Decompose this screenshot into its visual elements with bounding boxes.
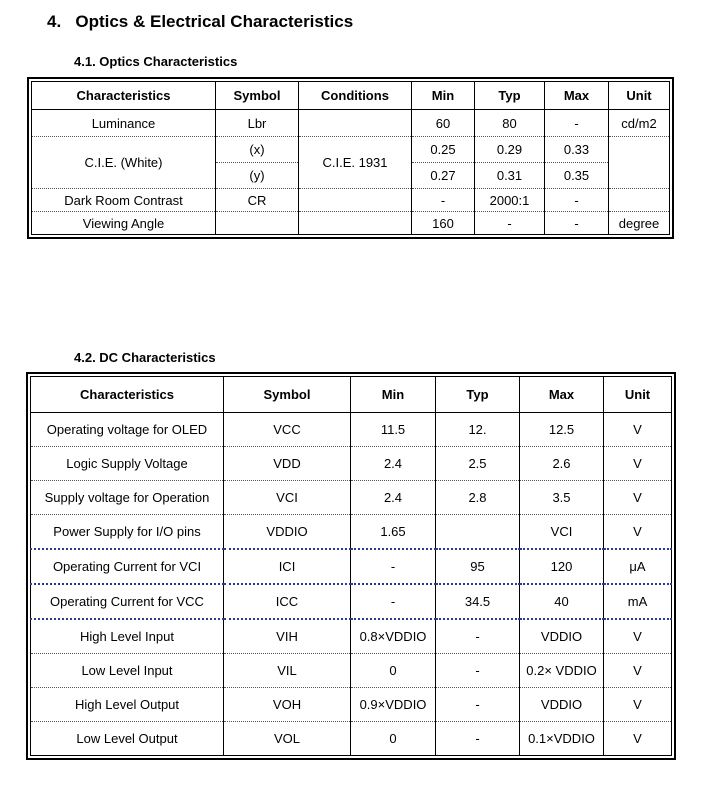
section-number: 4. — [47, 12, 62, 31]
cell-max: 40 — [520, 584, 604, 619]
cell-max: 12.5 — [520, 413, 604, 447]
cell-cond — [299, 212, 412, 235]
cell-typ: 2.5 — [436, 447, 520, 481]
cell-symbol: (y) — [216, 163, 299, 189]
header-cell: Characteristics — [31, 377, 224, 413]
optics-header-row — [32, 82, 670, 110]
cell-max: - — [545, 189, 609, 212]
section-title-text: Optics & Electrical Characteristics — [75, 12, 354, 31]
cell-char: Luminance — [32, 110, 216, 137]
header-cell: Unit — [609, 82, 670, 110]
cell-unit: degree — [609, 212, 670, 235]
cell-typ: - — [436, 722, 520, 756]
cell-symbol: VCI — [224, 481, 351, 515]
cell-min: 2.4 — [351, 481, 436, 515]
cell-symbol: VIH — [224, 619, 351, 654]
cell-char: Operating Current for VCC — [31, 584, 224, 619]
table-row — [31, 722, 672, 756]
cell-typ — [436, 515, 520, 550]
header-cell: Conditions — [299, 82, 412, 110]
header-cell: Typ — [436, 377, 520, 413]
cell-min: 0.9×VDDIO — [351, 688, 436, 722]
table-row — [32, 189, 670, 212]
cell-typ: 2.8 — [436, 481, 520, 515]
cell-unit: μA — [604, 549, 672, 584]
cell-unit: V — [604, 688, 672, 722]
table-row — [32, 110, 670, 137]
cell-unit: mA — [604, 584, 672, 619]
cell-char: Operating voltage for OLED — [31, 413, 224, 447]
cell-min: 0 — [351, 722, 436, 756]
cell-unit: V — [604, 447, 672, 481]
cell-symbol: CR — [216, 189, 299, 212]
cell-min: 0.25 — [412, 137, 475, 163]
cell-min: 0 — [351, 654, 436, 688]
cell-symbol: VOL — [224, 722, 351, 756]
cell-typ: 12. — [436, 413, 520, 447]
cell-min: 160 — [412, 212, 475, 235]
header-cell: Max — [545, 82, 609, 110]
cell-char: High Level Input — [31, 619, 224, 654]
cell-typ: - — [475, 212, 545, 235]
header-cell: Symbol — [224, 377, 351, 413]
cell-typ: 80 — [475, 110, 545, 137]
cell-min: - — [351, 549, 436, 584]
cell-max: 0.35 — [545, 163, 609, 189]
cell-typ: - — [436, 619, 520, 654]
cell-char: Low Level Output — [31, 722, 224, 756]
cell-char: C.I.E. (White) — [32, 137, 216, 189]
cell-unit — [609, 137, 670, 189]
table-row — [31, 688, 672, 722]
cell-cond — [299, 189, 412, 212]
cell-char: Viewing Angle — [32, 212, 216, 235]
cell-unit: V — [604, 413, 672, 447]
cell-typ: 0.29 — [475, 137, 545, 163]
dc-table — [30, 376, 672, 756]
cell-min: - — [412, 189, 475, 212]
optics-table — [31, 81, 670, 235]
table-row — [31, 654, 672, 688]
cell-char: Power Supply for I/O pins — [31, 515, 224, 550]
cell-unit: V — [604, 481, 672, 515]
cell-max: VCI — [520, 515, 604, 550]
header-cell: Symbol — [216, 82, 299, 110]
header-cell: Unit — [604, 377, 672, 413]
cell-symbol — [216, 212, 299, 235]
cell-typ: - — [436, 654, 520, 688]
table-row — [31, 413, 672, 447]
cell-char: Dark Room Contrast — [32, 189, 216, 212]
dc-header-row — [31, 377, 672, 413]
table-row — [32, 212, 670, 235]
cell-max: - — [545, 212, 609, 235]
table-row — [31, 549, 672, 584]
table-row — [32, 137, 670, 163]
cell-cond: C.I.E. 1931 — [299, 137, 412, 189]
cell-symbol: Lbr — [216, 110, 299, 137]
cell-max: 3.5 — [520, 481, 604, 515]
cell-char: Operating Current for VCI — [31, 549, 224, 584]
optics-heading: 4.1. Optics Characteristics — [74, 54, 238, 69]
cell-symbol: VCC — [224, 413, 351, 447]
table-row — [31, 481, 672, 515]
cell-max: VDDIO — [520, 619, 604, 654]
cell-unit: cd/m2 — [609, 110, 670, 137]
cell-max: 0.1×VDDIO — [520, 722, 604, 756]
cell-min: 2.4 — [351, 447, 436, 481]
cell-char: Logic Supply Voltage — [31, 447, 224, 481]
cell-min: - — [351, 584, 436, 619]
table-row — [31, 619, 672, 654]
cell-max: VDDIO — [520, 688, 604, 722]
cell-symbol: VOH — [224, 688, 351, 722]
cell-typ: - — [436, 688, 520, 722]
cell-symbol: VDDIO — [224, 515, 351, 550]
cell-symbol: VIL — [224, 654, 351, 688]
cell-min: 11.5 — [351, 413, 436, 447]
cell-unit: V — [604, 619, 672, 654]
header-cell: Typ — [475, 82, 545, 110]
cell-typ: 2000:1 — [475, 189, 545, 212]
cell-max: 0.33 — [545, 137, 609, 163]
header-cell: Max — [520, 377, 604, 413]
header-cell: Min — [412, 82, 475, 110]
cell-min: 0.8×VDDIO — [351, 619, 436, 654]
cell-min: 60 — [412, 110, 475, 137]
header-cell: Characteristics — [32, 82, 216, 110]
cell-max: 120 — [520, 549, 604, 584]
table-row — [31, 584, 672, 619]
cell-symbol: ICI — [224, 549, 351, 584]
cell-max: 0.2× VDDIO — [520, 654, 604, 688]
cell-typ: 0.31 — [475, 163, 545, 189]
cell-typ: 95 — [436, 549, 520, 584]
cell-unit: V — [604, 722, 672, 756]
cell-min: 0.27 — [412, 163, 475, 189]
cell-unit — [609, 189, 670, 212]
cell-char: Supply voltage for Operation — [31, 481, 224, 515]
cell-cond — [299, 110, 412, 137]
cell-max: - — [545, 110, 609, 137]
table-row — [31, 515, 672, 550]
cell-char: Low Level Input — [31, 654, 224, 688]
cell-unit: V — [604, 515, 672, 550]
cell-min: 1.65 — [351, 515, 436, 550]
header-cell: Min — [351, 377, 436, 413]
cell-unit: V — [604, 654, 672, 688]
cell-symbol: VDD — [224, 447, 351, 481]
dc-heading: 4.2. DC Characteristics — [74, 350, 216, 365]
cell-char: High Level Output — [31, 688, 224, 722]
cell-typ: 34.5 — [436, 584, 520, 619]
table-row — [31, 447, 672, 481]
cell-max: 2.6 — [520, 447, 604, 481]
cell-symbol: (x) — [216, 137, 299, 163]
cell-symbol: ICC — [224, 584, 351, 619]
section-title — [47, 12, 353, 32]
